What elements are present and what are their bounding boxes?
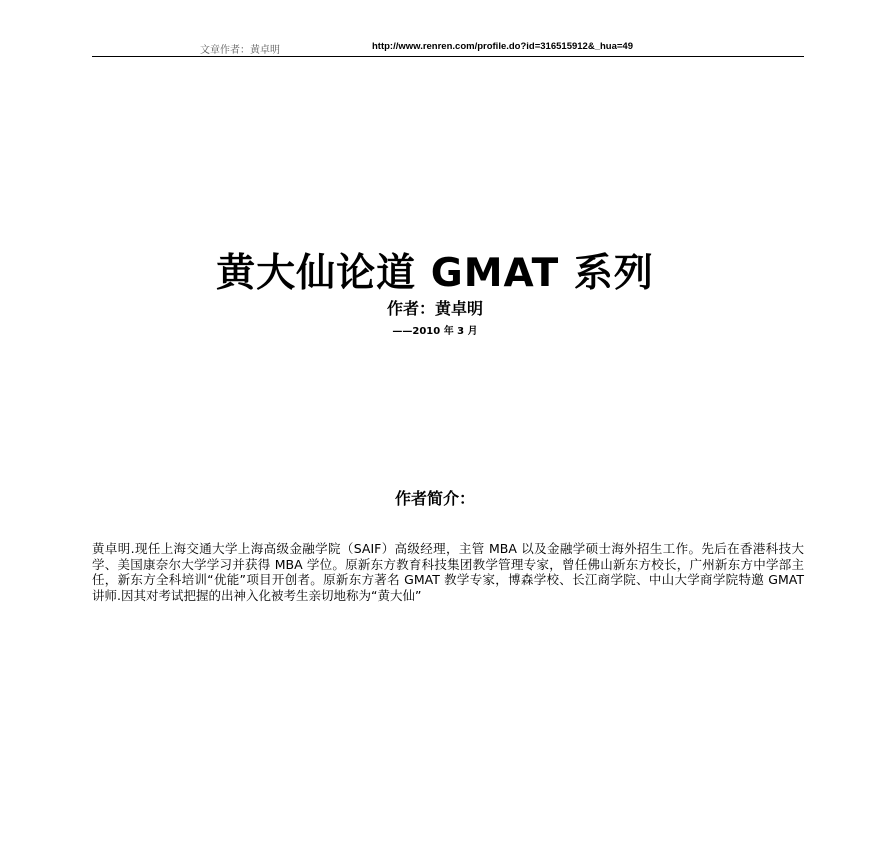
header-url-link[interactable]: http://www.renren.com/profile.do?id=316515912&_hua=49: [372, 41, 633, 52]
publication-date: ——2010 年 3 月: [392, 326, 478, 337]
page-header: [92, 40, 804, 57]
author-intro-body: 黄卓明.现任上海交通大学上海高级金融学院（SAIF）高级经理，主管 MBA 以及金融学硕士海外招生工作。先后在香港科技大学、美国康奈尔大学学习并获得 MBA 学位。原新东方教育科技集团教学管理专家，曾任佛山新东方校长，广州新东方中学部主任，新东方全科培训“优能”项目开创者。原新东方著名 GMAT 教学专家，博森学校、长江商学院、中山大学商学院特邀 GMAT 讲师.因其对考试把握的出神入化被考生亲切地称为“黄大仙”: [92, 541, 804, 603]
document-title: 黄大仙论道 GMAT 系列: [216, 251, 654, 296]
header-author: 文章作者：黄卓明: [200, 45, 280, 56]
author-intro-heading: 作者简介：: [394, 489, 475, 508]
author-byline: 作者：黄卓明: [386, 299, 483, 318]
